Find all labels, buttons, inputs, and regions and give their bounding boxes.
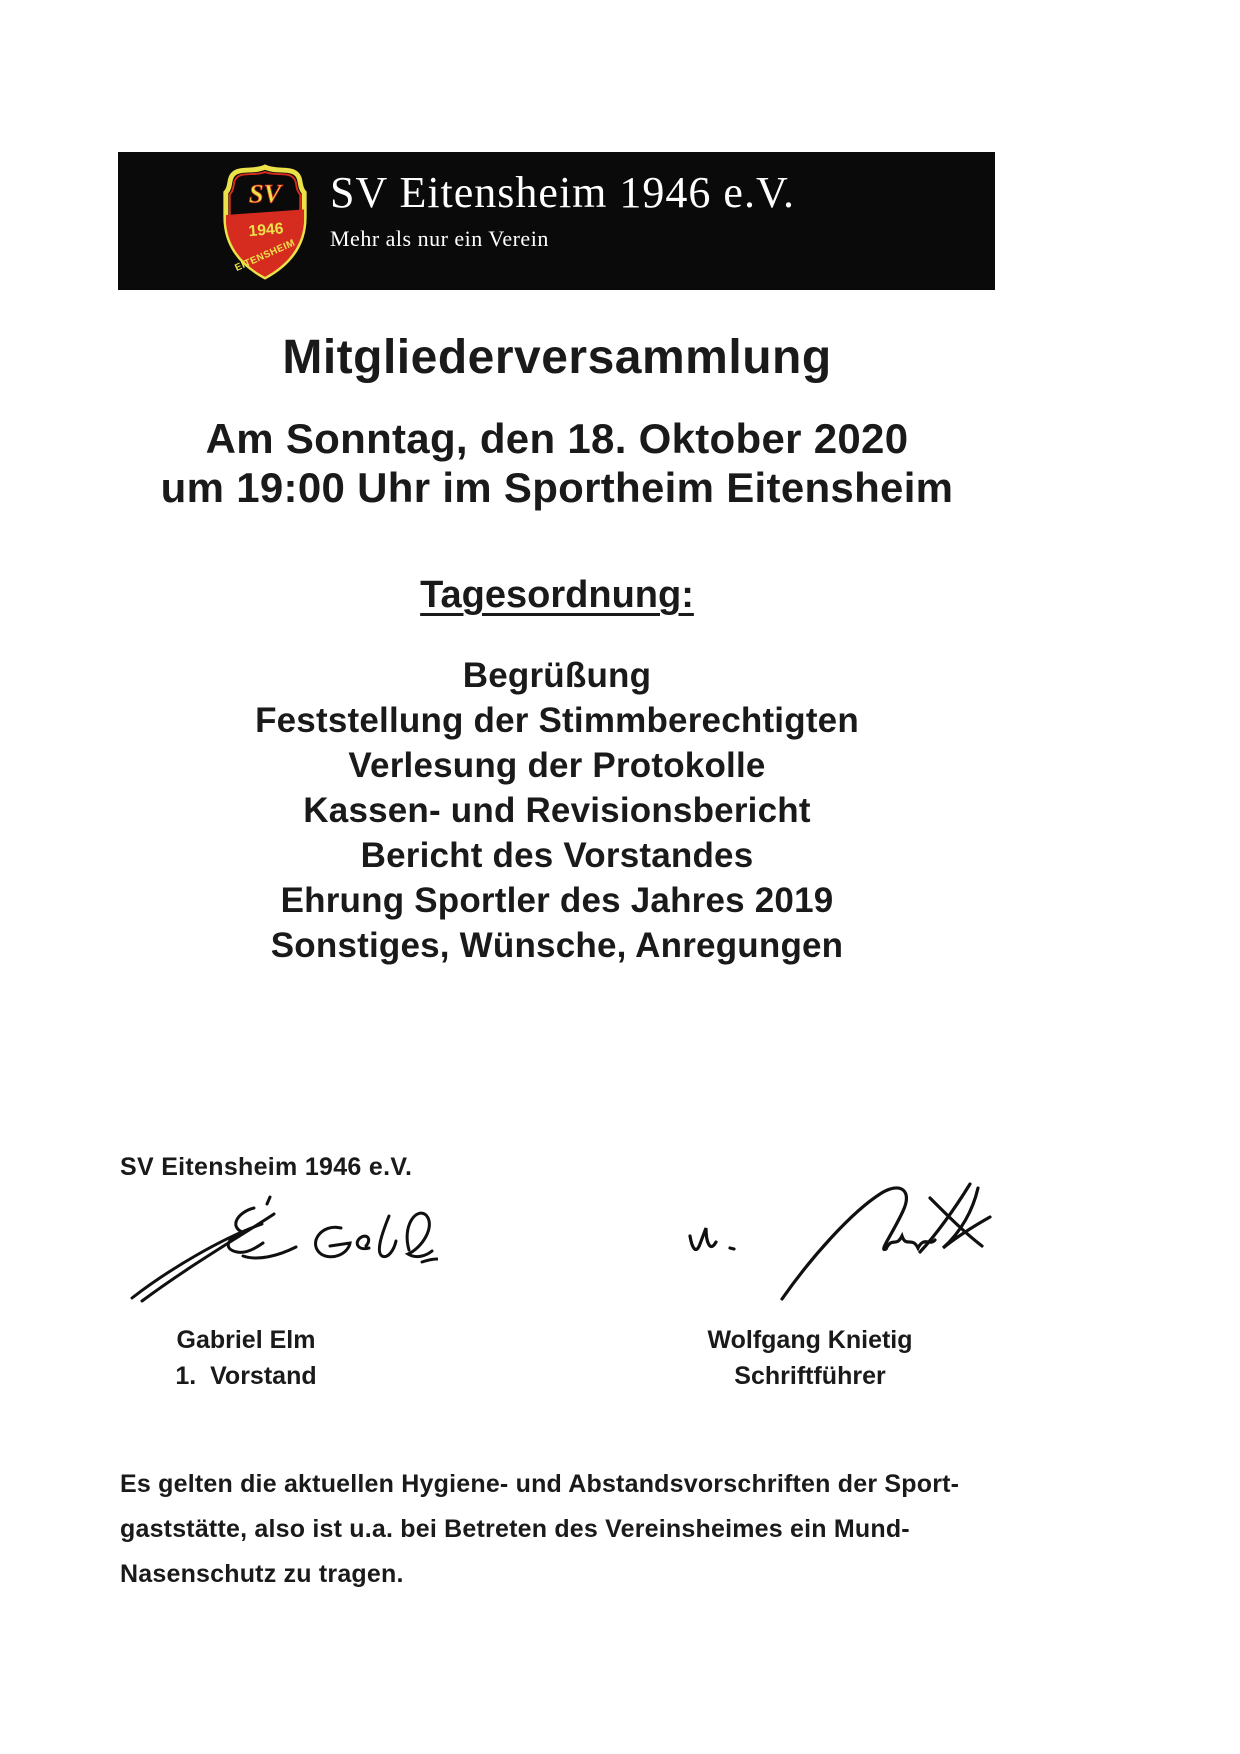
signatory-left-role: 1. Vorstand	[175, 1362, 317, 1390]
signatory-right	[678, 1322, 942, 1394]
signatory-right-name: Wolfgang Knietig	[707, 1326, 913, 1354]
agenda-item: Verlesung der Protokolle	[348, 746, 766, 785]
club-name: SV Eitensheim 1946 e.V.	[330, 168, 796, 217]
club-crest-logo	[216, 162, 314, 282]
signatory-right-role: Schriftführer	[734, 1362, 886, 1390]
signatory-left-name: Gabriel Elm	[176, 1326, 316, 1354]
agenda-item: Bericht des Vorstandes	[360, 836, 754, 875]
meeting-time-place-line: um 19:00 Uhr im Sportheim Eitensheim	[160, 464, 954, 511]
club-header-banner	[118, 152, 995, 290]
agenda-item: Ehrung Sportler des Jahres 2019	[280, 881, 834, 920]
hygiene-notice	[120, 1462, 1020, 1597]
signatory-left	[126, 1322, 366, 1394]
svg-text:EITENSHEIM: EITENSHEIM	[233, 237, 298, 274]
meeting-date-line: Am Sonntag, den 18. Oktober 2020	[205, 415, 909, 462]
agenda-item: Sonstiges, Wünsche, Anregungen	[270, 926, 844, 965]
signature-wolfgang-knietig	[672, 1156, 998, 1308]
club-tagline: Mehr als nur ein Verein	[330, 226, 549, 251]
banner-text-block	[330, 168, 795, 252]
page-title: Mitgliederversammlung	[282, 331, 832, 384]
svg-text:1946: 1946	[247, 220, 285, 241]
hygiene-notice-line: Es gelten die aktuellen Hygiene- und Abstandsvorschriften der Sport-	[120, 1470, 960, 1498]
signature-org-name: SV Eitensheim 1946 e.V.	[120, 1153, 413, 1181]
hygiene-notice-line: gaststätte, also ist u.a. bei Betreten des Vereinsheimes ein Mund-	[120, 1515, 910, 1543]
agenda-item: Feststellung der Stimmberechtigten	[255, 701, 859, 740]
agenda-heading: Tagesordnung:	[420, 574, 694, 616]
agenda-item: Kassen- und Revisionsbericht	[303, 791, 811, 830]
signature-gabriel-elm	[126, 1186, 438, 1304]
agenda-item: Begrüßung	[462, 656, 652, 695]
hygiene-notice-line: Nasenschutz zu tragen.	[120, 1560, 404, 1588]
agenda-list	[0, 653, 1114, 968]
svg-text:SV: SV	[248, 178, 282, 209]
meeting-date-place	[0, 414, 1114, 512]
